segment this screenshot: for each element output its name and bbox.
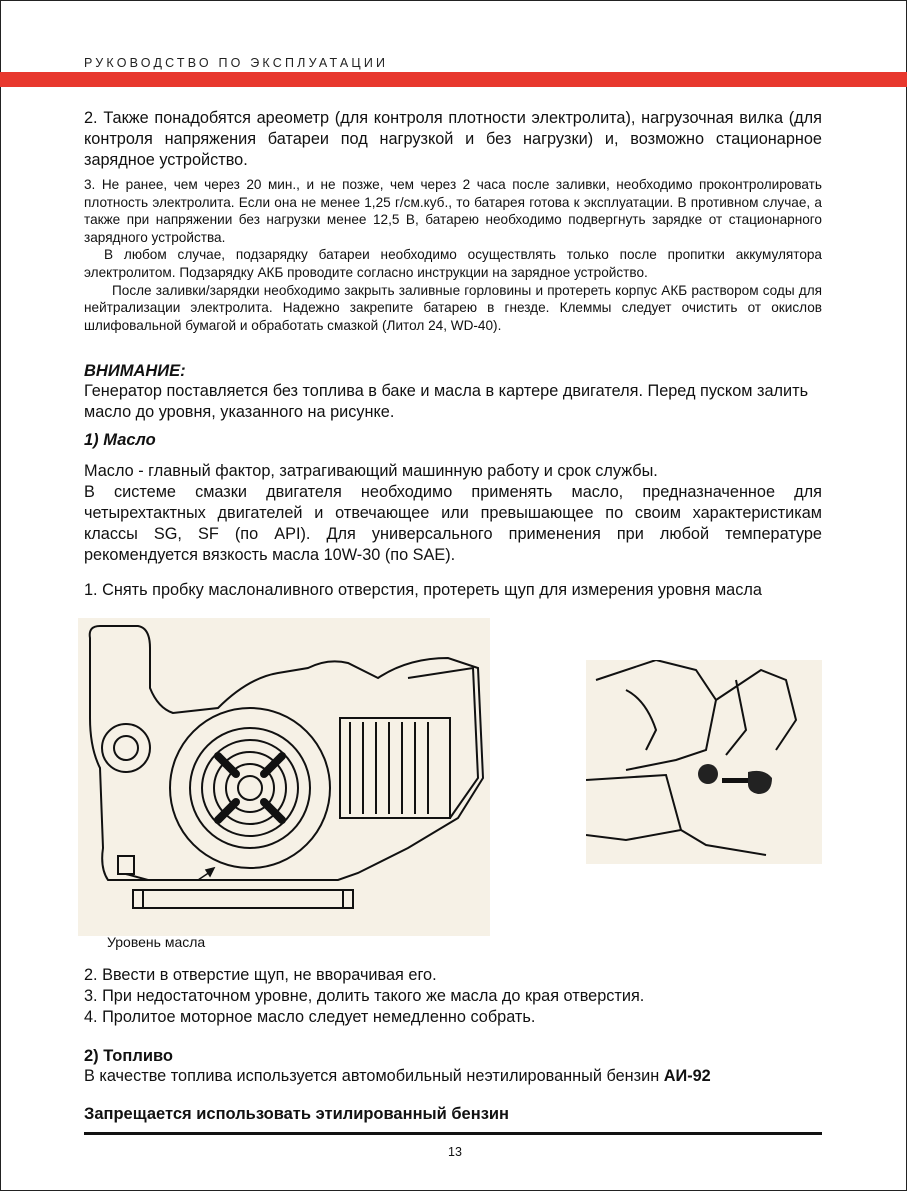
battery-paragraph-3: 3. Не ранее, чем через 20 мин., и не позже, чем через 2 часа после заливки, необходимо проконтролировать плотность электролита. Если она не менее 1,25 г/см.куб., то батарея готова к эксплуатации. В противном случае, а также при напряжении без нагрузки менее 12,5 В, батарею необходимо подвергнуть зарядке от стационарного зарядного устройства.	[84, 177, 822, 245]
oil-step-1-block	[84, 580, 844, 601]
page-number: 13	[448, 1145, 462, 1159]
oil-steps	[84, 965, 822, 1028]
oil-paragraph-2: В системе смазки двигателя необходимо применять масло, предназначенное для четырехтактных двигателей и отвечающее или превышающее по своим характеристикам классы SG, SF (по API). Для универсального применения при любой температуре рекомендуется вязкость масла 10W-30 (по SAE).	[84, 483, 822, 564]
header-red-bar	[0, 72, 907, 87]
dipstick-drawing	[586, 660, 822, 864]
fuel-block	[84, 1047, 822, 1087]
footer-rule	[84, 1132, 822, 1135]
fuel-text-body: В качестве топлива используется автомобильный неэтилированный бензин	[84, 1067, 664, 1085]
battery-section	[84, 108, 822, 171]
oil-step-2: 2. Ввести в отверстие щуп, не вворачивая его.	[84, 966, 437, 984]
battery-paragraph-5: После заливки/зарядки необходимо закрыть заливные горловины и протереть корпус АКБ раствором соды для нейтрализации электролита. Надежно закрепите батарею в гнезде. Клеммы следует очистить от окислов шлифовальной бумагой и обработать смазкой (Литол 24, WD-40).	[84, 282, 822, 333]
engine-drawing	[78, 618, 490, 936]
engine-oil-level-figure	[78, 618, 490, 936]
oil-paragraph-1: Масло - главный фактор, затрагивающий машинную работу и срок службы.	[84, 462, 658, 480]
dipstick-detail-figure	[586, 660, 822, 864]
battery-paragraph-2: 2. Также понадобятся ареометр (для контроля плотности электролита), нагрузочная вилка (для контроля напряжения батареи под нагрузкой и без нагрузки) и, возможно стационарное зарядное устройство.	[84, 109, 822, 169]
attention-text: Генератор поставляется без топлива в баке и масла в картере двигателя. Перед пуском залить масло до уровня, указанного на рисунке.	[84, 382, 809, 421]
oil-step-4: 4. Пролитое моторное масло следует немедленно собрать.	[84, 1008, 536, 1026]
attention-block	[84, 362, 822, 423]
fuel-heading: 2) Топливо	[84, 1047, 173, 1065]
manual-header-title: РУКОВОДСТВО ПО ЭКСПЛУАТАЦИИ	[84, 56, 389, 70]
battery-section-small	[84, 176, 822, 334]
oil-heading-block	[84, 431, 822, 450]
battery-paragraph-4: В любом случае, подзарядку батареи необходимо осуществлять только после пропитки аккумулятора электролитом. Подзарядку АКБ проводите согласно инструкции на зарядное устройство.	[84, 247, 822, 280]
fuel-warning: Запрещается использовать этилированный бензин	[84, 1105, 510, 1123]
fuel-text	[84, 1066, 822, 1087]
fuel-warning-block	[84, 1105, 822, 1124]
fuel-grade: АИ-92	[663, 1067, 711, 1085]
oil-heading: 1) Масло	[84, 431, 156, 449]
oil-level-caption: Уровень масла	[107, 934, 206, 950]
oil-text-block	[84, 461, 822, 566]
oil-step-3: 3. При недостаточном уровне, долить такого же масла до края отверстия.	[84, 987, 645, 1005]
oil-step-1: 1. Снять пробку маслоналивного отверстия, протереть щуп для измерения уровня масла	[84, 581, 762, 599]
attention-heading: ВНИМАНИЕ:	[84, 362, 186, 380]
